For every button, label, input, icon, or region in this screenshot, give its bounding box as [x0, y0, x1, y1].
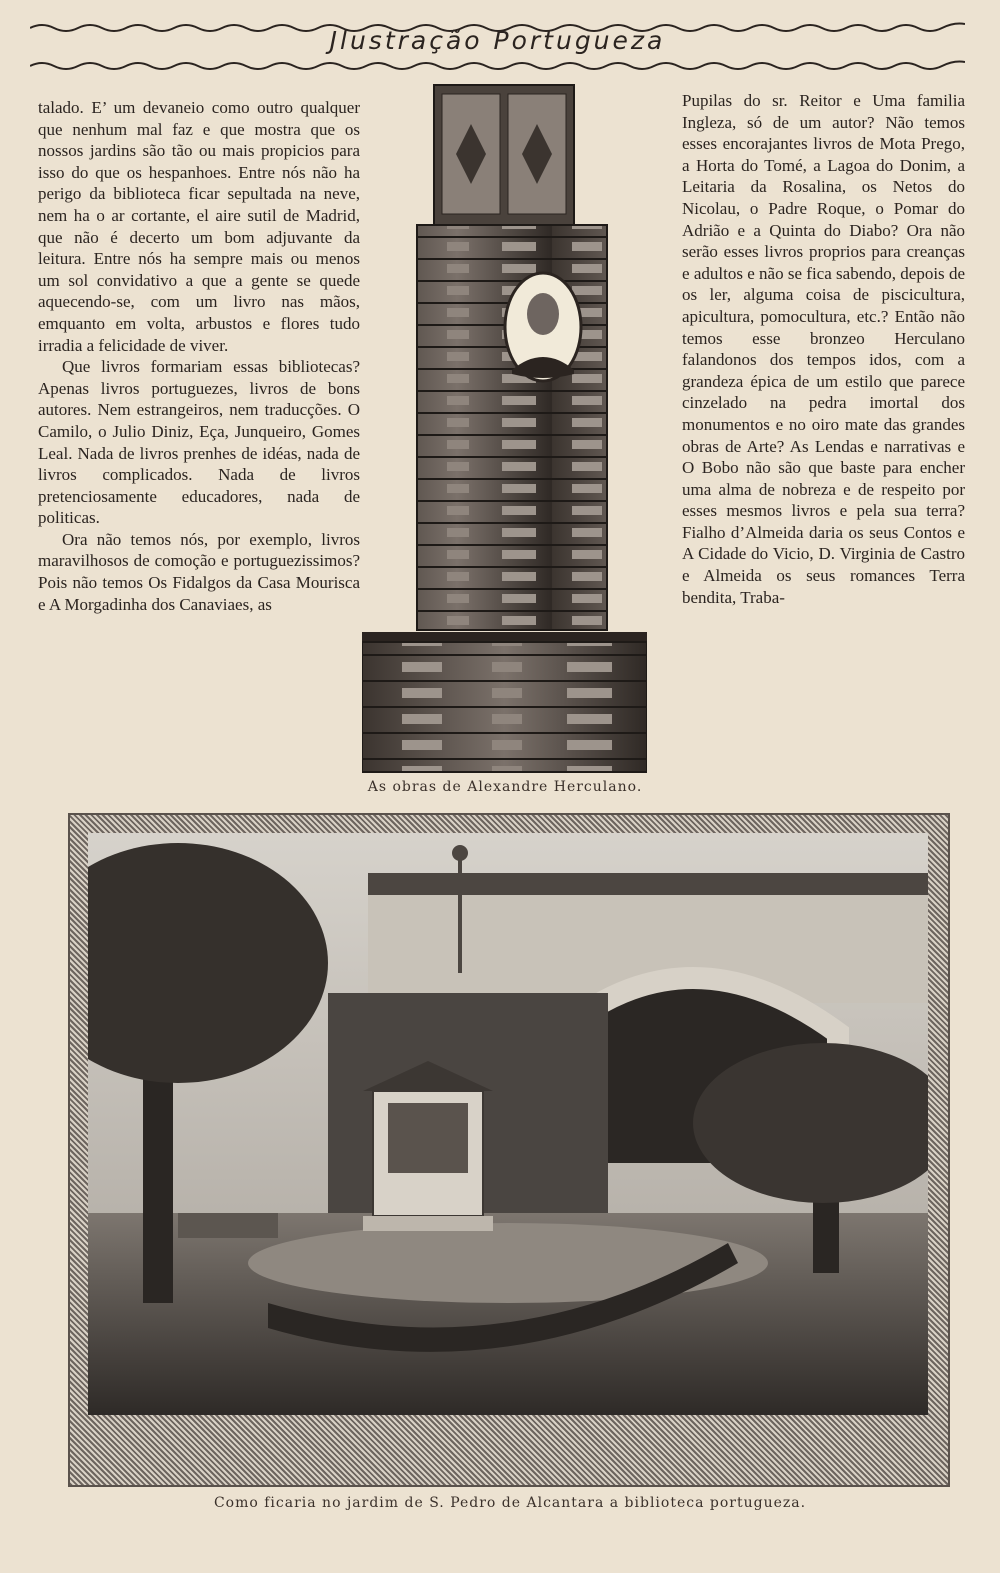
bench	[178, 1213, 278, 1238]
left-text-column	[38, 97, 360, 615]
garden-library-kiosk	[363, 1061, 493, 1231]
herculano-portrait-medallion	[505, 273, 581, 381]
lamp-post	[458, 853, 462, 973]
paragraph: Ora não temos nós, por exemplo, livros maravilhosos de comoção e portuguezissimos? Pois não temos Os Fidalgos da Casa Mourisca e A Morgadinha dos Canaviaes, as	[38, 529, 360, 614]
masthead	[30, 8, 965, 74]
masthead-title: Jlustração Portugueza	[329, 26, 666, 55]
paragraph: Que livros formariam essas bibliotecas? Apenas livros portuguezes, livros de bons autores. Nem estrangeiros, nem traducções. O Camilo, o Julio Diniz, Eça, Junqueiro, Gomes Leal. Nada de livros prenhes de idéas, nada de livros complicados. Nada de livros pretenciosamente educadores, nada de politicas.	[38, 357, 360, 528]
garden-library-photograph	[88, 833, 928, 1415]
book-tower-illustration	[362, 82, 647, 774]
paragraph: Pupilas do sr. Reitor e Uma familia Ingleza, só de um autor? Não temos esses encorajantes livros de Mota Prego, a Horta do Tomé, a Lagoa do Donim, a Leitaria da Rosalina, os Netos do Nicolau, o Padre Roque, o Pomar do Adrião e a Quinta do Diabo? Ora não serão esses livros proprios para creanças e adultos e não se fica sabendo, depois de os ler, alguma coisa de piscicultura, apicultura, pomocultura, etc.? Então não temos esse bronzeo Herculano falandonos dos tempos idos, com a grandeza épica de um estilo que parece cinzelado na pedra imortal dos monumentos e no oiro mate das grandes obras de Arte? As Lendas e narrativas e O Bobo não são que baste para encher uma alma de nobreza e de respeito por esses mesmos livros e pela sua terra? Fialho d’Almeida daria os seus Contos e A Cidade do Vicio, D. Virginia de Castro e Almeida os seus romances Terra bendita, Traba-	[682, 91, 965, 607]
top-figure-caption: As obras de Alexandre Herculano.	[367, 779, 643, 795]
tower-cap	[434, 85, 574, 225]
paragraph: talado. E’ um devaneio como outro qualquer que nenhum mal faz e que mostra que os nossos jardins são tão ou mais propicios para isso do que os hespanhoes. Entre nós não ha perigo da biblioteca ficar sepultada na neve, nem ha o ar cortante, el aire sutil de Madrid, que não é decerto um bom adjuvante da leitura. Entre nós ha sempre mais ou menos um sol convidativo a que a gente se quede aquecendo-se, com um livro nas mãos, emquanto em volta, arbustos e flores tudo irradia a felicidade de viver.	[38, 98, 360, 355]
bottom-figure-caption: Como ficaria no jardim de S. Pedro de Alcantara a biblioteca portugueza.	[213, 1495, 807, 1511]
right-text-column	[682, 90, 965, 608]
tower-book-stack	[417, 225, 607, 630]
tower-base-stack	[362, 642, 647, 772]
